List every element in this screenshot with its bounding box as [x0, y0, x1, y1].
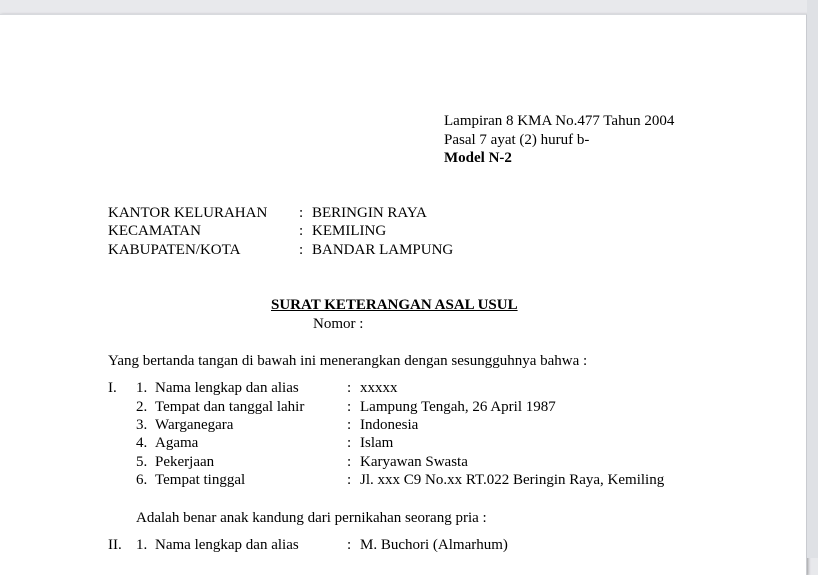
item-colon: :	[347, 435, 352, 451]
item-number: 6.	[136, 472, 148, 488]
document-page	[0, 14, 807, 575]
item-number: 5.	[136, 454, 148, 470]
item-value: xxxxx	[360, 380, 398, 396]
item-number: 3.	[136, 417, 148, 433]
item-value: Lampung Tengah, 26 April 1987	[360, 399, 556, 415]
section-roman: I.	[108, 380, 117, 396]
item-label: Tempat tinggal	[155, 472, 246, 488]
header-lampiran: Lampiran 8 KMA No.477 Tahun 2004	[444, 113, 675, 129]
item-number: 2.	[136, 399, 148, 415]
item-value: M. Buchori (Almarhum)	[360, 537, 508, 553]
window-background	[807, 0, 818, 558]
item-colon: :	[347, 454, 352, 470]
item-label: Nama lengkap dan alias	[155, 380, 299, 396]
office-colon: :	[299, 205, 304, 221]
intro-text: Yang bertanda tangan di bawah ini menerangkan dengan sesungguhnya bahwa :	[108, 353, 588, 369]
office-colon: :	[299, 242, 304, 258]
office-value-kabupaten: BANDAR LAMPUNG	[312, 242, 454, 258]
item-colon: :	[347, 472, 352, 488]
item-colon: :	[347, 537, 352, 553]
item-label: Agama	[155, 435, 199, 451]
item-value: Karyawan Swasta	[360, 454, 468, 470]
item-number: 4.	[136, 435, 148, 451]
office-label-kecamatan: KECAMATAN	[108, 223, 201, 239]
document-nomor: Nomor :	[313, 316, 364, 332]
item-label: Nama lengkap dan alias	[155, 537, 299, 553]
item-value: Jl. xxx C9 No.xx RT.022 Beringin Raya, Kemiling	[360, 472, 665, 488]
office-value-kecamatan: KEMILING	[312, 223, 387, 239]
item-value: Islam	[360, 435, 394, 451]
item-number: 1.	[136, 537, 148, 553]
office-label-kelurahan: KANTOR KELURAHAN	[108, 205, 268, 221]
item-colon: :	[347, 417, 352, 433]
office-label-kabupaten: KABUPATEN/KOTA	[108, 242, 241, 258]
statement-text: Adalah benar anak kandung dari pernikahan seorang pria :	[136, 510, 487, 526]
item-colon: :	[347, 380, 352, 396]
document-title: SURAT KETERANGAN ASAL USUL	[271, 297, 518, 313]
section-roman: II.	[108, 537, 122, 553]
header-model: Model N-2	[444, 150, 512, 166]
office-value-kelurahan: BERINGIN RAYA	[312, 205, 427, 221]
item-label: Tempat dan tanggal lahir	[155, 399, 305, 415]
item-colon: :	[347, 399, 352, 415]
item-label: Pekerjaan	[155, 454, 215, 470]
office-colon: :	[299, 223, 304, 239]
item-value: Indonesia	[360, 417, 419, 433]
item-label: Warganegara	[155, 417, 234, 433]
item-number: 1.	[136, 380, 148, 396]
header-pasal: Pasal 7 ayat (2) huruf b-	[444, 132, 590, 148]
